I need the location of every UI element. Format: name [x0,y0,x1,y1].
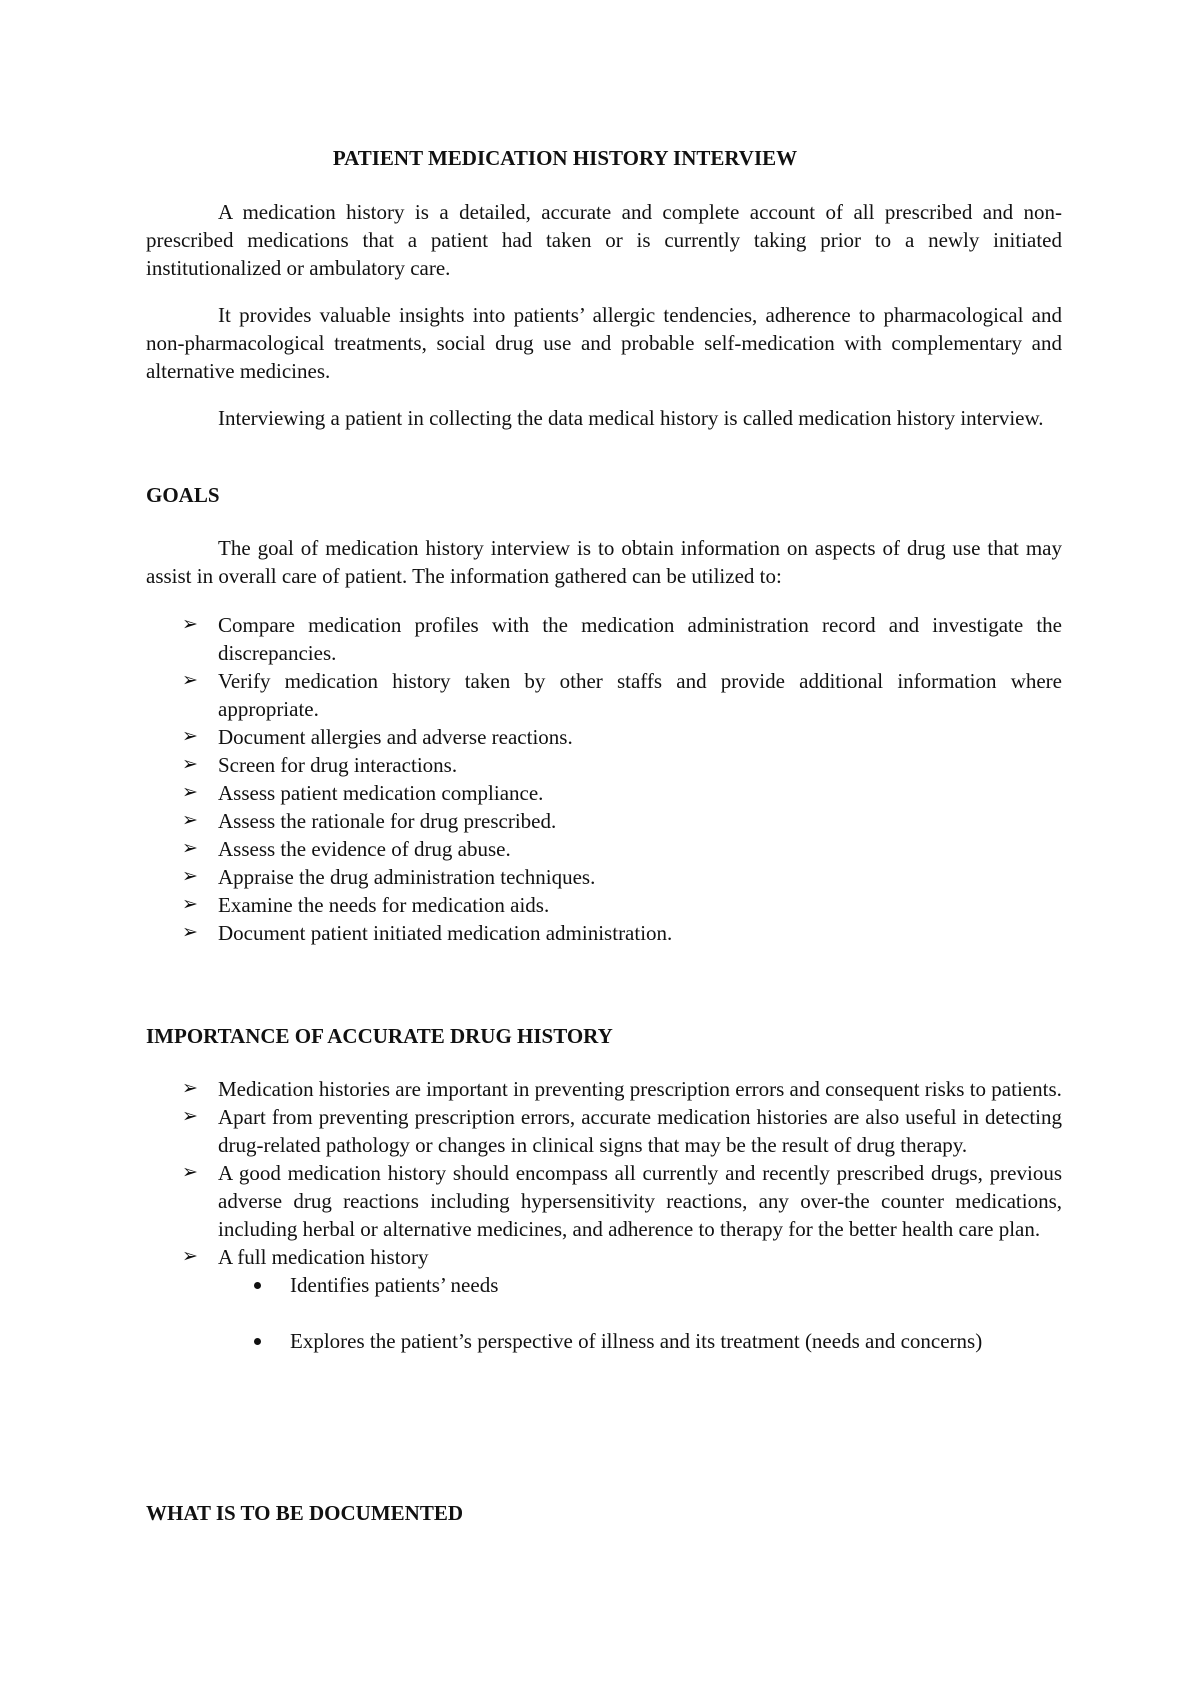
arrow-bullet-icon: ➢ [182,922,198,943]
goal-item-text: Verify medication history taken by other staffs and provide additional information where appropriate. [218,669,1062,721]
arrow-bullet-icon: ➢ [182,1106,198,1127]
goal-item-text: Compare medication profiles with the medication administration record and investigate the discrepancies. [218,613,1062,665]
list-item [146,835,1062,863]
list-item [146,1075,1062,1103]
subitem-text: Explores the patient’s perspective of illness and its treatment (needs and concerns) [290,1329,983,1353]
list-item [218,1271,1062,1299]
importance-item-text: A good medication history should encompass all currently and recently prescribed drugs, previous adverse drug reactions including hypersensitivity reactions, any over-the counter medications, including herbal or alternative medicines, and adherence to therapy for the better health care plan. [218,1161,1062,1241]
arrow-bullet-icon: ➢ [182,782,198,803]
importance-item-text: Medication histories are important in preventing prescription errors and consequent risks to patients. [218,1077,1062,1101]
intro-paragraph-interview: Interviewing a patient in collecting the data medical history is called medication history interview. [218,406,1044,430]
arrow-bullet-icon: ➢ [182,670,198,691]
importance-heading: IMPORTANCE OF ACCURATE DRUG HISTORY [146,1024,613,1048]
arrow-bullet-icon: ➢ [182,1162,198,1183]
list-item [146,891,1062,919]
goals-paragraph: The goal of medication history interview is to obtain information on aspects of drug use that may assist in overall care of patient. The information gathered can be utilized to: [146,536,1062,588]
list-item [146,723,1062,751]
arrow-bullet-icon: ➢ [182,614,198,635]
goal-item-text: Screen for drug interactions. [218,753,458,777]
list-item [146,751,1062,779]
round-bullet-icon [254,1282,261,1289]
documented-heading: WHAT IS TO BE DOCUMENTED [146,1501,464,1525]
importance-item-text: A full medication history [218,1245,429,1269]
full-history-sublist [218,1271,1062,1355]
goals-list [146,611,1062,947]
page-title: PATIENT MEDICATION HISTORY INTERVIEW [332,146,798,170]
arrow-bullet-icon: ➢ [182,894,198,915]
list-item [146,1243,1062,1355]
subitem-text: Identifies patients’ needs [290,1273,499,1297]
list-item [146,919,1062,947]
importance-item-text: Apart from preventing prescription errors, accurate medication histories are also useful in detecting drug-related pathology or changes in clinical signs that may be the result of drug therapy. [218,1105,1062,1157]
goal-item-text: Assess the rationale for drug prescribed. [218,809,557,833]
intro-paragraph-insights: It provides valuable insights into patients’ allergic tendencies, adherence to pharmacological and non-pharmacological treatments, social drug use and probable self-medication with complementary and alternative medicines. [146,303,1062,383]
goal-item-text: Assess the evidence of drug abuse. [218,837,511,861]
list-item [146,1103,1062,1159]
arrow-bullet-icon: ➢ [182,838,198,859]
arrow-bullet-icon: ➢ [182,810,198,831]
arrow-bullet-icon: ➢ [182,1078,198,1099]
list-item [146,611,1062,667]
goal-item-text: Document patient initiated medication administration. [218,921,673,945]
list-item [146,1159,1062,1243]
list-item [218,1327,1062,1355]
list-item [146,863,1062,891]
list-item [146,667,1062,723]
list-item [146,779,1062,807]
arrow-bullet-icon: ➢ [182,866,198,887]
goals-heading: GOALS [146,483,220,507]
importance-list [146,1075,1062,1355]
arrow-bullet-icon: ➢ [182,1246,198,1267]
goal-item-text: Examine the needs for medication aids. [218,893,550,917]
goal-item-text: Appraise the drug administration techniques. [218,865,596,889]
intro-paragraph-definition: A medication history is a detailed, accurate and complete account of all prescribed and non-prescribed medications that a patient had taken or is currently taking prior to a newly initiated institutionalized or ambulatory care. [146,200,1062,280]
goal-item-text: Assess patient medication compliance. [218,781,544,805]
list-item [146,807,1062,835]
round-bullet-icon [254,1338,261,1345]
arrow-bullet-icon: ➢ [182,754,198,775]
arrow-bullet-icon: ➢ [182,726,198,747]
goal-item-text: Document allergies and adverse reactions. [218,725,573,749]
